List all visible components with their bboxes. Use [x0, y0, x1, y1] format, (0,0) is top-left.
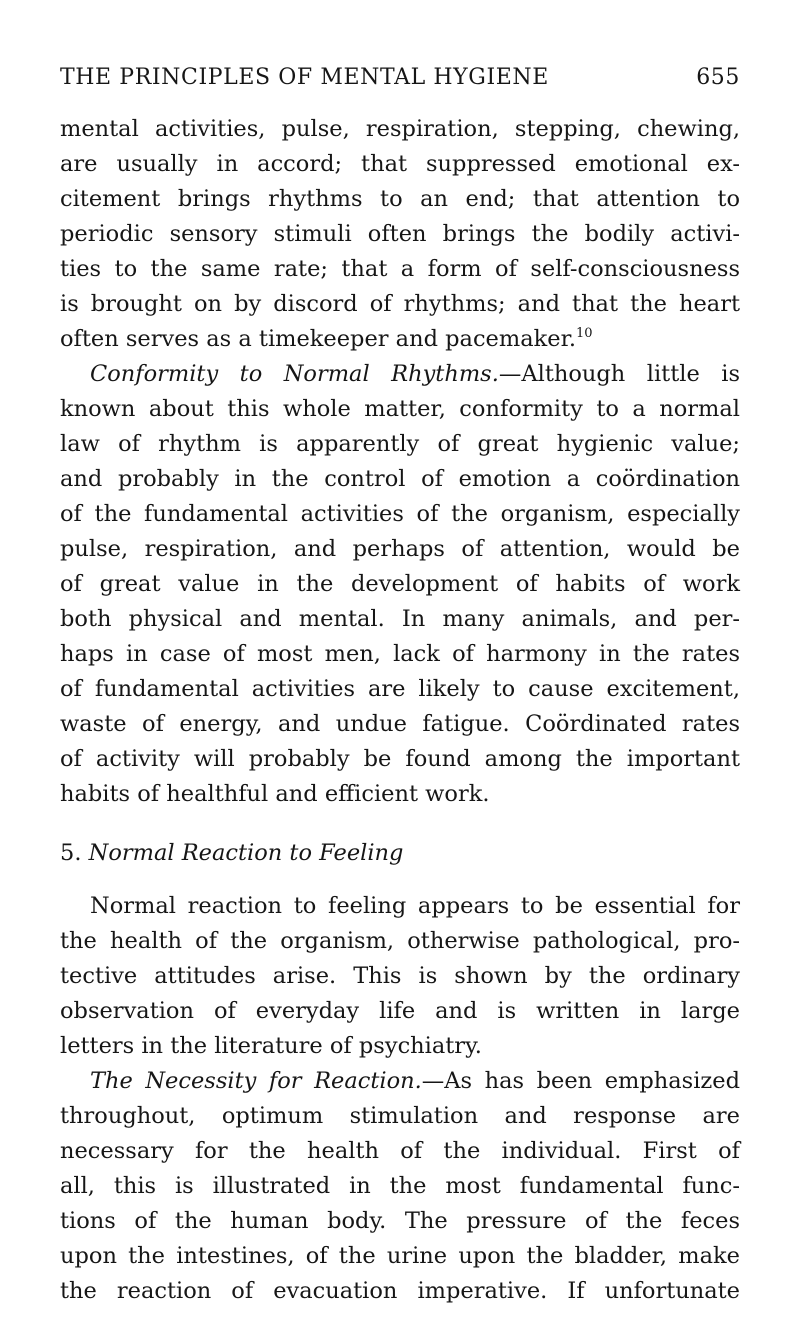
paragraph-necessity: [60, 1064, 740, 1309]
text-line: the reaction of evacuation imperative. If unfortunate: [60, 1278, 740, 1304]
section-spacer: [60, 812, 740, 836]
section-number: 5.: [60, 840, 82, 866]
running-title: THE PRINCIPLES OF MENTAL HYGIENE: [60, 65, 549, 90]
text-line: citement brings rhythms to an end; that attention to: [60, 186, 740, 212]
text-line: throughout, optimum stimulation and response are: [60, 1103, 740, 1129]
text-line: necessary for the health of the individual. First of: [60, 1138, 740, 1164]
text-line: mental activities, pulse, respiration, stepping, chewing,: [60, 116, 740, 142]
text-line: periodic sensory stimuli often brings the bodily activi-: [60, 221, 740, 247]
text-line: of activity will probably be found among the important: [60, 746, 740, 772]
text-line: letters in the literature of psychiatry.: [60, 1033, 482, 1059]
run-in-heading: Conformity to Normal Rhythms.: [90, 361, 499, 387]
paragraph-conformity: [60, 357, 740, 812]
book-page: [60, 58, 740, 1309]
text-line: [60, 1064, 740, 1099]
text-line-content: —Although little is: [498, 361, 740, 387]
text-line: [60, 357, 740, 392]
text-line: pulse, respiration, and perhaps of attention, would be: [60, 536, 740, 562]
section-title: Normal Reaction to Feeling: [88, 840, 404, 866]
text-line: tions of the human body. The pressure of the feces: [60, 1208, 740, 1234]
text-line: is brought on by discord of rhythms; and that the heart: [60, 291, 740, 317]
page-number: 655: [696, 65, 740, 90]
section-spacer: [60, 871, 740, 889]
text-line-content: —As has been emphasized: [421, 1068, 740, 1094]
text-line: all, this is illustrated in the most fundamental func-: [60, 1173, 740, 1199]
footnote-marker: 10: [576, 326, 593, 341]
text-line: and probably in the control of emotion a coördination: [60, 466, 740, 492]
text-line: both physical and mental. In many animals, and per-: [60, 606, 740, 632]
text-line: waste of energy, and undue fatigue. Coördinated rates: [60, 711, 740, 737]
run-in-heading: The Necessity for Reaction.: [90, 1068, 422, 1094]
text-line: upon the intestines, of the urine upon the bladder, make: [60, 1243, 740, 1269]
text-line: habits of healthful and efficient work.: [60, 781, 490, 807]
text-line: tective attitudes arise. This is shown by the ordinary: [60, 963, 740, 989]
text-line: the health of the organism, otherwise pathological, pro-: [60, 928, 740, 954]
text-line: ties to the same rate; that a form of self-consciousness: [60, 256, 740, 282]
text-line: known about this whole matter, conformity to a normal: [60, 396, 740, 422]
text-line: of the fundamental activities of the organism, especially: [60, 501, 740, 527]
paragraph-rhythms-summary: [60, 112, 740, 357]
running-head: [60, 58, 740, 98]
paragraph-normal-reaction: [60, 889, 740, 1064]
text-line: of fundamental activities are likely to cause excitement,: [60, 676, 740, 702]
text-line: observation of everyday life and is written in large: [60, 998, 740, 1024]
text-line: are usually in accord; that suppressed emotional ex-: [60, 151, 740, 177]
section-heading: [60, 836, 740, 871]
text-line: Normal reaction to feeling appears to be essential for: [90, 893, 740, 919]
text-line: haps in case of most men, lack of harmony in the rates: [60, 641, 740, 667]
text-line: law of rhythm is apparently of great hygienic value;: [60, 431, 740, 457]
text-line: [60, 322, 740, 357]
text-line-content: often serves as a timekeeper and pacemaker.: [60, 326, 577, 352]
text-line: of great value in the development of habits of work: [60, 571, 740, 597]
